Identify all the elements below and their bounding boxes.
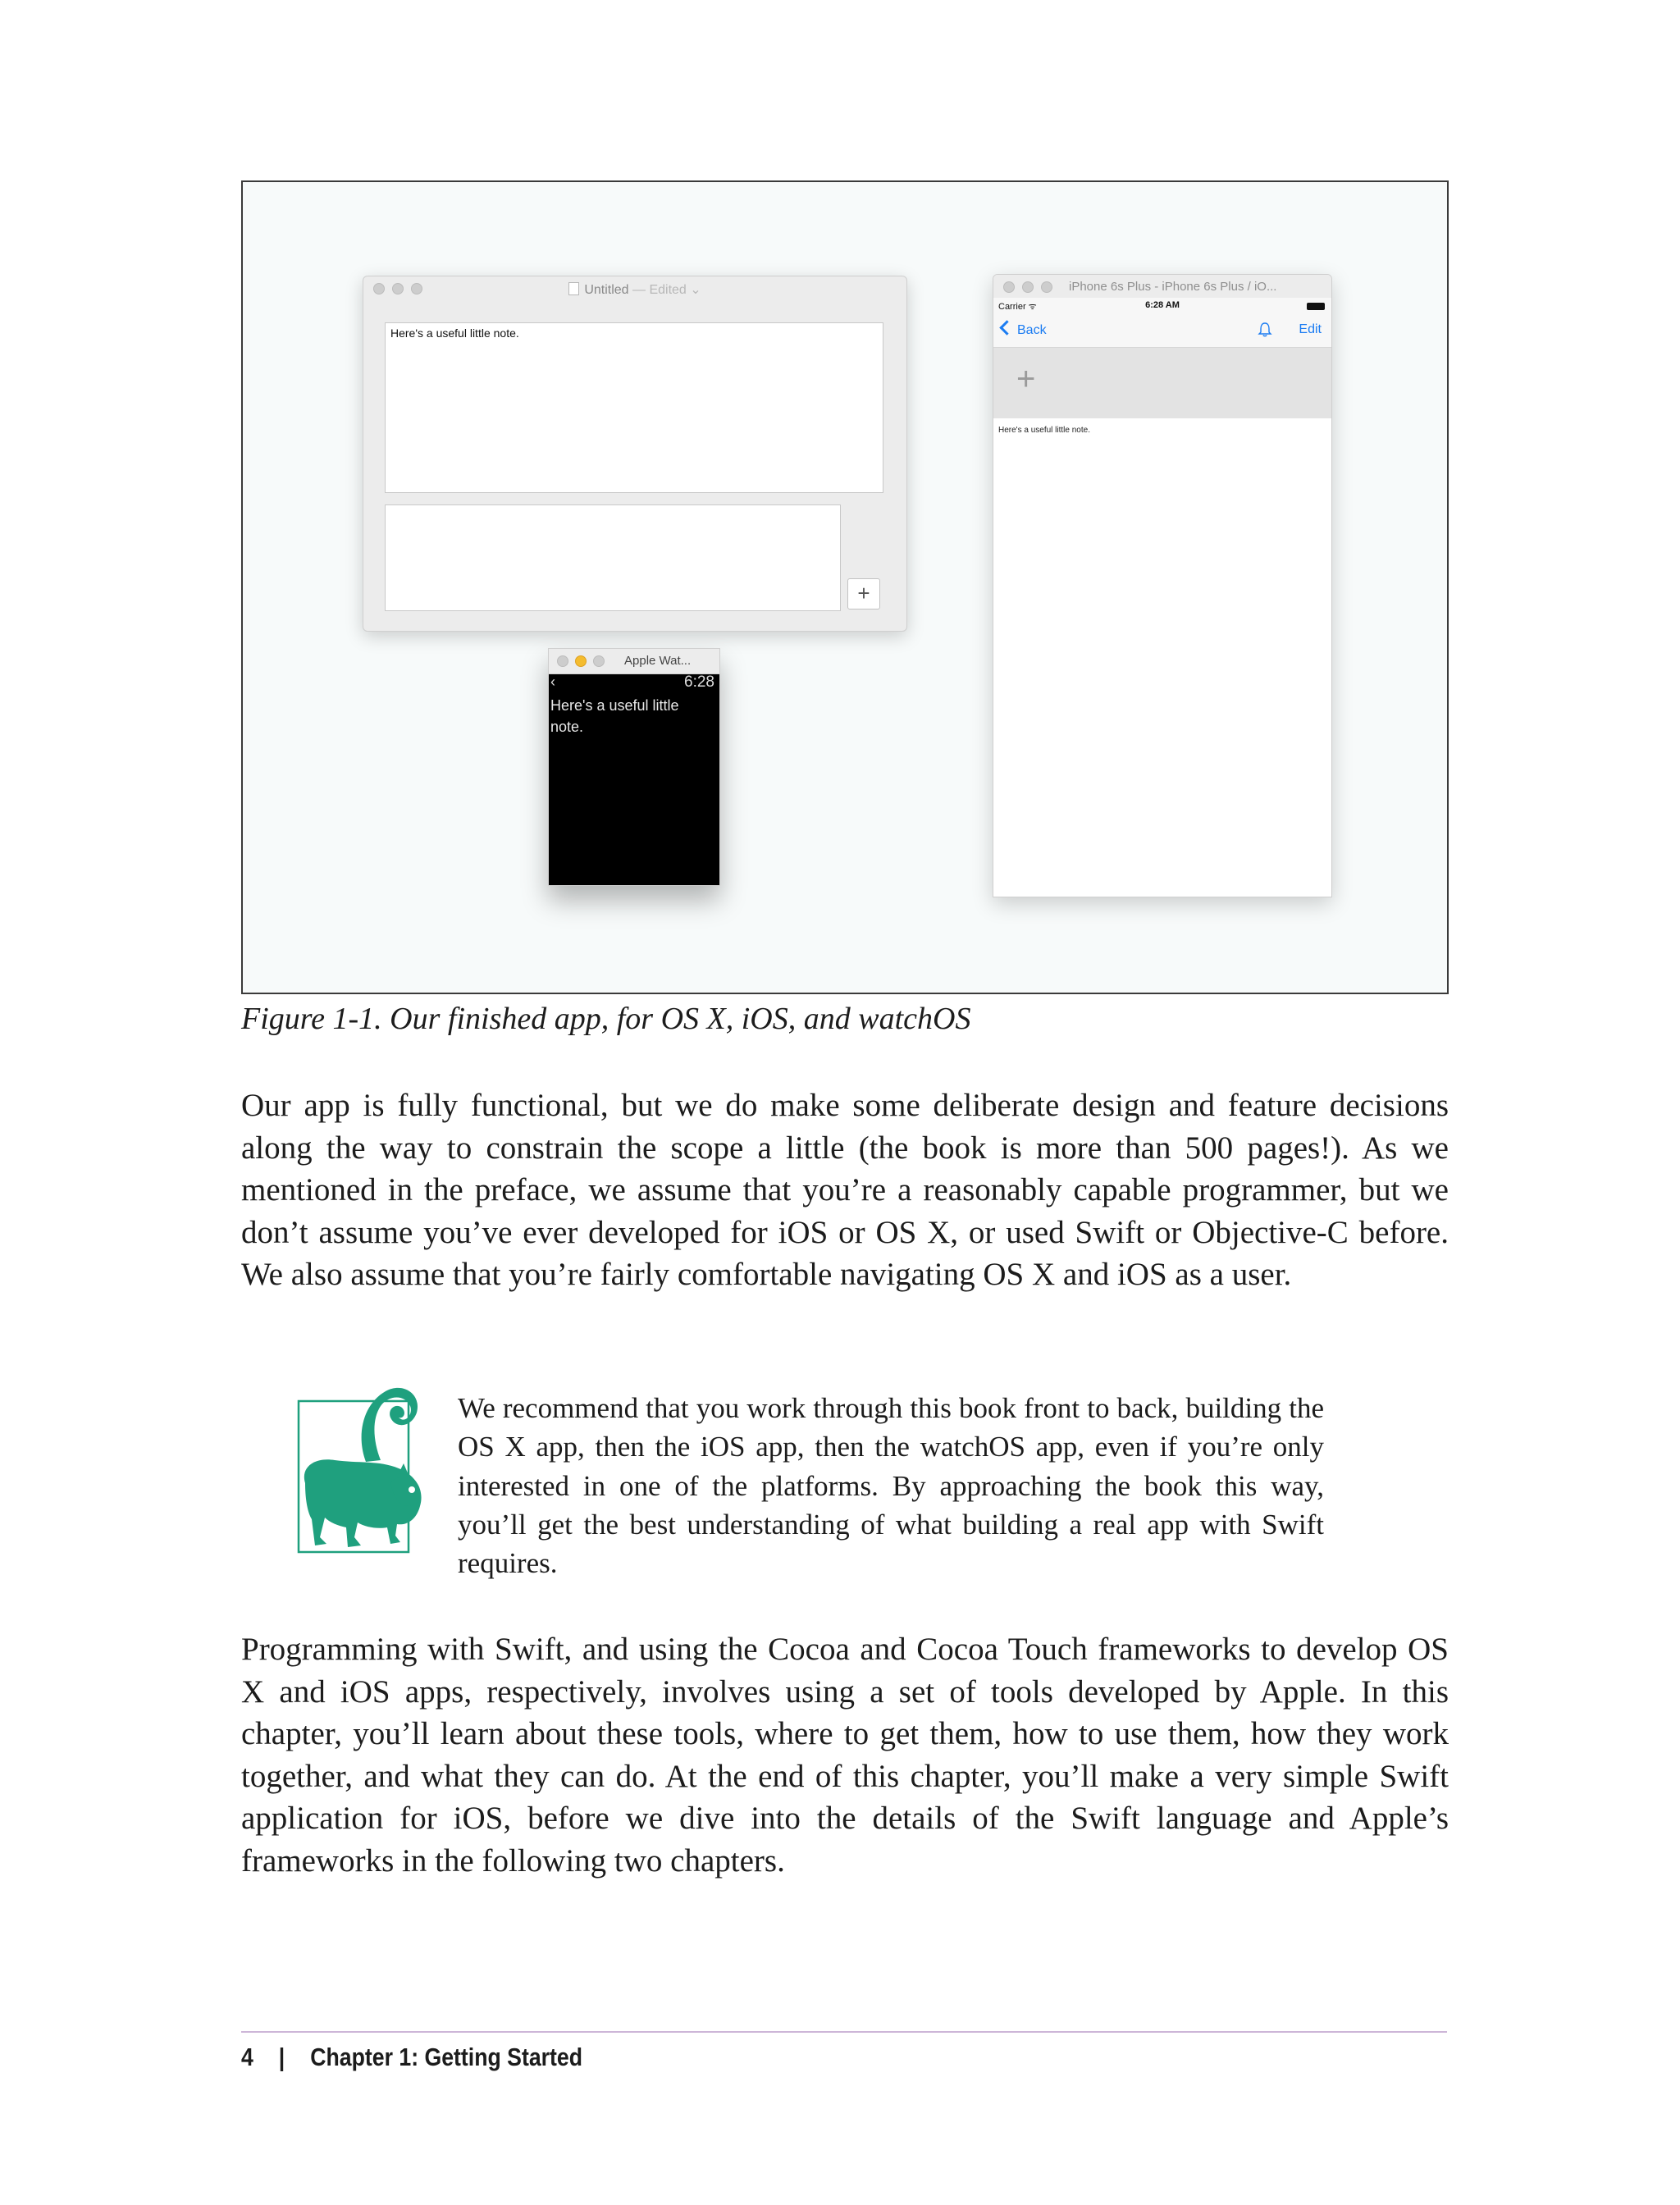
minimize-window-button[interactable] <box>1022 281 1034 293</box>
zoom-window-button[interactable] <box>1041 281 1052 293</box>
ios-add-attachment-button[interactable]: + <box>1016 361 1036 397</box>
watch-window-title: Apple Wat... <box>624 654 692 668</box>
chapter-title: Chapter 1: Getting Started <box>310 2043 583 2071</box>
iphone-window-title: iPhone 6s Plus - iPhone 6s Plus / iO... <box>1069 280 1277 294</box>
ios-note-text[interactable]: Here's a useful little note. <box>998 426 1090 435</box>
footer-separator: | <box>278 2043 285 2071</box>
watch-titlebar <box>549 649 719 674</box>
watch-back-button[interactable]: ‹ <box>550 673 555 690</box>
chevron-left-icon <box>999 320 1014 335</box>
body-paragraph-2: Programming with Swift, and using the Cocoa and Cocoa Touch frameworks to develop OS X and iOS apps, respectively, involves using a set of tools developed by Apple. In this chapter, you’ll learn about these tools, where to get them, how to use them, how they work together, and what they can do. At the end of this chapter, you’ll make a very simple Swift application for iOS, before we dive into the details of the Swift language and Apple’s frameworks in the following two chapters. <box>241 1632 1449 1879</box>
mac-add-attachment-button[interactable]: + <box>847 578 880 609</box>
mac-title-text: Untitled <box>584 283 629 297</box>
window-controls <box>557 655 605 667</box>
back-button[interactable] <box>1002 322 1047 338</box>
figure-caption: Figure 1-1. Our finished app, for OS X, iOS, and watchOS <box>241 1002 971 1036</box>
carrier-label: Carrier ᯤ <box>998 302 1037 312</box>
mac-note-text-area[interactable]: Here's a useful little note. <box>385 322 883 493</box>
mac-window-title <box>363 281 906 298</box>
body-paragraph-1: Our app is fully functional, but we do make some deliberate design and feature decisions along the way to constrain the scope a little (the book is more than 500 pages!). As we mentioned in the preface, we assume that you’re a reasonably capable programmer, but we don’t assume you’ve ever developed for iOS or OS X, or used Swift or Objective-C before. We also assume that you’re fairly comfortable navigating OS X and iOS as a user. <box>241 1088 1449 1292</box>
lemur-icon <box>276 1375 423 1559</box>
ios-status-bar <box>993 298 1331 314</box>
apple-watch-simulator-window <box>548 648 720 886</box>
mac-app-window <box>363 276 907 632</box>
battery-icon <box>1307 303 1325 310</box>
page-footer <box>241 2043 582 2072</box>
mac-titlebar <box>363 276 906 301</box>
ios-navigation-bar <box>993 314 1331 348</box>
iphone-titlebar <box>993 275 1331 299</box>
iphone-simulator-window <box>993 274 1332 897</box>
tip-note-text: We recommend that you work through this book front to back, building the OS X app, then the iOS app, then the watchOS app, even if you’re only interested in one of the platforms. By approaching the book this way, you’ll get the best understanding of what building a real app with Swift requires. <box>458 1392 1324 1580</box>
status-time: 6:28 AM <box>1145 300 1180 310</box>
window-controls <box>1003 281 1052 293</box>
page-number: 4 <box>241 2043 253 2071</box>
close-window-button[interactable] <box>557 655 568 667</box>
watch-note-text: Here's a useful little note. <box>550 697 679 735</box>
ios-attachments-strip <box>993 348 1331 418</box>
document-icon <box>568 282 579 295</box>
close-window-button[interactable] <box>1003 281 1015 293</box>
edit-button[interactable]: Edit <box>1299 322 1322 336</box>
footer-divider <box>241 2031 1447 2033</box>
back-label: Back <box>1017 323 1047 337</box>
minimize-window-button[interactable] <box>575 655 587 667</box>
mac-attachments-area <box>385 504 841 611</box>
watch-time: 6:28 <box>684 673 714 691</box>
zoom-window-button[interactable] <box>593 655 605 667</box>
bell-icon[interactable] <box>1258 322 1272 338</box>
figure-screenshot <box>241 180 1449 994</box>
mac-edited-status[interactable]: — Edited ⌄ <box>632 283 701 297</box>
